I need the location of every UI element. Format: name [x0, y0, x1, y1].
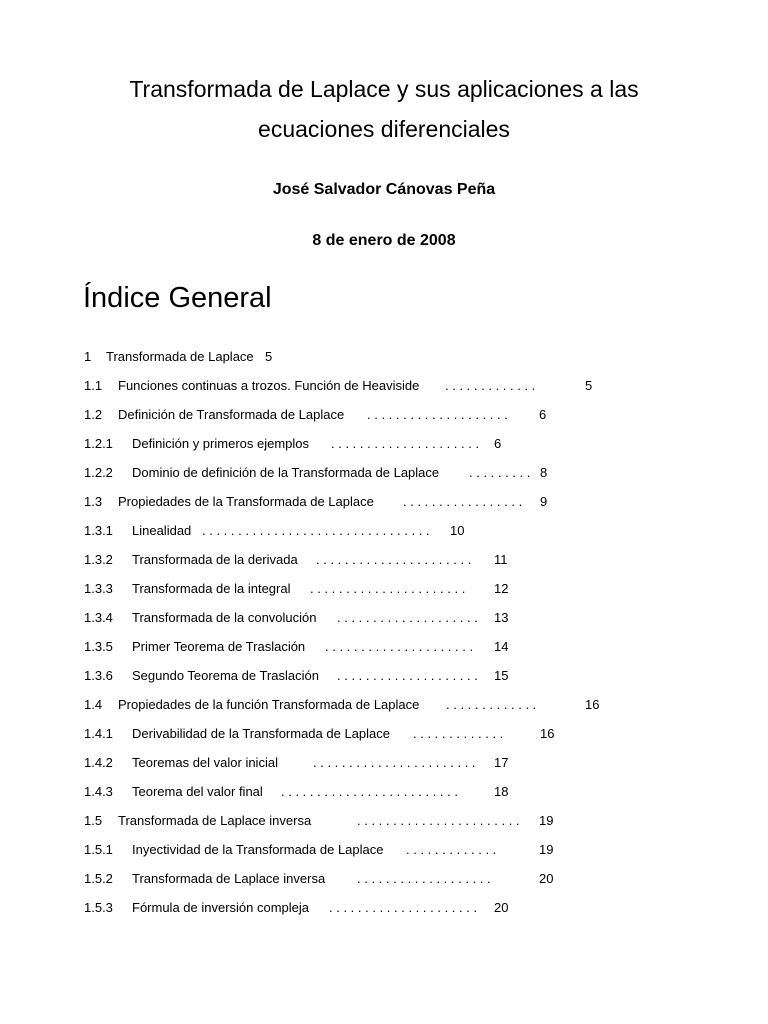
toc-entry-leader: . . . . . . . . . . . . . . . . . . .	[357, 871, 491, 886]
toc-entry	[84, 494, 704, 512]
toc-entry-title: Linealidad	[132, 523, 192, 538]
document-author: José Salvador Cánovas Peña	[272, 181, 496, 198]
toc-entry-leader: . . . . . . . . . . . . . . . . . . . . . .	[316, 552, 472, 567]
toc-entry-page-number: 18	[494, 784, 509, 799]
toc-entry-number: 1.3.1	[84, 523, 113, 538]
toc-entry-leader: . . . . . . . . . . . . . . . . . . . . . .	[310, 581, 466, 596]
toc-entry-title: Transformada de Laplace inversa	[118, 813, 312, 828]
toc-entry-number: 1.4.3	[84, 784, 113, 799]
toc-entry-leader: . . . . . . . . . . . . .	[446, 697, 537, 712]
toc-entry-title: Propiedades de la Transformada de Laplace	[118, 494, 374, 509]
toc-entry-title: Teoremas del valor inicial	[132, 755, 278, 770]
toc-entry	[84, 523, 704, 541]
toc-entry-number: 1.5.3	[84, 900, 113, 915]
toc-entry-leader: . . . . . . . . . . . . . . . . . . . .	[367, 407, 508, 422]
toc-entry	[84, 784, 704, 802]
toc-entry-leader: . . . . . . . . . . . . . . . . . . . . . . . . .	[281, 784, 458, 799]
toc-entry-number: 1.2.2	[84, 465, 113, 480]
toc-entry-page-number: 20	[494, 900, 509, 915]
toc-entry	[84, 465, 704, 483]
toc-entry-leader: . . . . . . . . . . . . . . . . . . . . . . .	[313, 755, 476, 770]
toc-entry-leader: . . . . . . . . . . . . .	[413, 726, 504, 741]
toc-entry-number: 1.3.2	[84, 552, 113, 567]
toc-entry-title: Primer Teorema de Traslación	[132, 639, 306, 654]
toc-entry-leader: . . . . . . . . . . . . . . . . . . . . .	[325, 639, 474, 654]
toc-entry	[84, 697, 704, 715]
toc-entry-title: Definición de Transformada de Laplace	[118, 407, 345, 422]
toc-entry-number: 1.5.2	[84, 871, 113, 886]
toc-entry-leader: . . . . . . . . . . . . . . . . . . . .	[337, 610, 478, 625]
toc-entry-page-number: 13	[494, 610, 509, 625]
toc-entry	[84, 755, 704, 773]
toc-entry-page-number: 6	[494, 436, 502, 451]
toc-entry-number: 1.3.4	[84, 610, 113, 625]
toc-entry-number: 1.1	[84, 378, 103, 393]
toc-entry-number: 1	[84, 349, 92, 364]
toc-entry-leader: . . . . . . . . . . . . . . . . . . . . . . .	[357, 813, 520, 828]
toc-entry-title: Funciones continuas a trozos. Función de Heaviside	[118, 378, 420, 393]
toc-entry-page-number: 11	[494, 552, 508, 567]
toc-entry-title: Transformada de Laplace inversa	[132, 871, 326, 886]
toc-entry-page-number: 16	[585, 697, 600, 712]
toc-entry-leader: . . . . . . . . . . . . . . . . . . . . . . . . . . . . . . . .	[202, 523, 430, 538]
toc-entry	[84, 726, 704, 744]
toc-entry-page-number: 17	[494, 755, 509, 770]
toc-entry-title: Propiedades de la función Transformada de Laplace	[118, 697, 420, 712]
toc-entry-number: 1.2.1	[84, 436, 113, 451]
toc-entry	[84, 378, 704, 396]
toc-entry-number: 1.3.3	[84, 581, 113, 596]
toc-entry-leader: . . . . . . . . . . . . .	[406, 842, 497, 857]
toc-entry-leader: . . . . . . . . . . . . . . . . . . . . .	[331, 436, 480, 451]
toc-entry-title: Fórmula de inversión compleja	[132, 900, 310, 915]
toc-entry-page-number: 6	[539, 407, 547, 422]
toc-entry	[84, 668, 704, 686]
toc-entry-page-number: 19	[539, 842, 554, 857]
toc-entry-leader: . . . . . . . . . . . . . . . . . . . .	[337, 668, 478, 683]
document-title-line-2: ecuaciones diferenciales	[258, 116, 510, 142]
toc-entry-number: 1.2	[84, 407, 103, 422]
toc-entry-leader: . . . . . . . . .	[469, 465, 531, 480]
toc-entry-title: Transformada de la derivada	[132, 552, 298, 567]
toc-entry-title: Inyectividad de la Transformada de Laplace	[132, 842, 384, 857]
toc-entry-title: Transformada de Laplace	[106, 349, 254, 364]
toc-entry	[84, 900, 704, 918]
toc-entry-leader: . . . . . . . . . . . . . . . . . . . . .	[329, 900, 478, 915]
toc-entry-title: Segundo Teorema de Traslación	[132, 668, 319, 683]
toc-entry-number: 1.3	[84, 494, 103, 509]
toc-entry	[84, 581, 704, 599]
toc-entry-page-number: 15	[494, 668, 509, 683]
toc-entry-title: Transformada de la convolución	[132, 610, 317, 625]
toc-entry-page-number: 10	[450, 523, 465, 538]
toc-entry-number: 1.3.5	[84, 639, 113, 654]
toc-entry	[84, 552, 704, 570]
toc-entry-number: 1.3.6	[84, 668, 113, 683]
toc-entry-title: Definición y primeros ejemplos	[132, 436, 310, 451]
toc-entry-leader: . . . . . . . . . . . . . . . . .	[403, 494, 523, 509]
toc-entry-page-number: 9	[540, 494, 548, 509]
toc-entry-page-number: 5	[585, 378, 593, 393]
toc-entry-number: 1.4.1	[84, 726, 113, 741]
toc-entry-page-number: 20	[539, 871, 554, 886]
toc-heading: Índice General	[83, 282, 272, 314]
toc-entry	[84, 813, 704, 831]
toc-entry-title: Derivabilidad de la Transformada de Laplace	[132, 726, 390, 741]
toc-entry-number: 1.5	[84, 813, 103, 828]
toc-entry	[84, 871, 704, 889]
toc-entry-number: 1.4.2	[84, 755, 113, 770]
toc-entry-page-number: 16	[540, 726, 555, 741]
toc-entry-title: Dominio de definición de la Transformada de Laplace	[132, 465, 440, 480]
toc-entry	[84, 407, 704, 425]
toc-entry-number: 1.4	[84, 697, 103, 712]
toc-entry-leader: . . . . . . . . . . . . .	[445, 378, 536, 393]
toc-entry	[84, 349, 704, 367]
toc-entry-page-number: 19	[539, 813, 554, 828]
toc-entry-title: Teorema del valor final	[132, 784, 263, 799]
toc-entry-page-number: 8	[540, 465, 548, 480]
toc-entry	[84, 610, 704, 628]
toc-entry	[84, 842, 704, 860]
toc-entry-title: Transformada de la integral	[132, 581, 291, 596]
toc-entry	[84, 436, 704, 454]
toc-entry-page-number: 12	[494, 581, 509, 596]
toc-entry	[84, 639, 704, 657]
document-date: 8 de enero de 2008	[312, 232, 456, 249]
toc-entry-number: 1.5.1	[84, 842, 113, 857]
toc-entry-page-number: 14	[494, 639, 509, 654]
document-title-line-1: Transformada de Laplace y sus aplicaciones a las	[129, 76, 639, 102]
toc-entry-page-number: 5	[265, 349, 273, 364]
